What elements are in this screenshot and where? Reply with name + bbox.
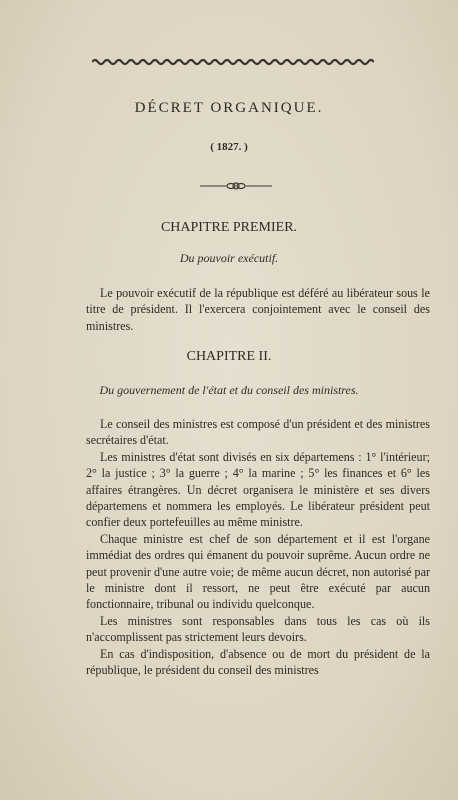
chapter-heading: CHAPITRE PREMIER. xyxy=(160,220,298,235)
paragraph: Le pouvoir exécutif de la république est déféré au libérateur sous le titre de président. Il l'exercera conjointement avec le conseil des ministres. xyxy=(86,286,430,333)
chapter-subtitle: Du gouvernement de l'état et du conseil des ministres. xyxy=(99,383,359,397)
chapter-heading: CHAPITRE II. xyxy=(186,349,272,364)
paragraph: Les ministres d'état sont divisés en six départemens : 1° l'intérieur; 2° la justice ; 3° la guerre ; 4° la marine ; 5° les finances et 6° les affaires étrangères. Un décret organisera le ministère et ses divers départemens et nommera les employés. Le libérateur président peut confier deux portefeuilles au même ministre. xyxy=(86,449,430,530)
paragraph: En cas d'indisposition, d'absence ou de mort du président de la république, le président du conseil des ministres xyxy=(86,646,430,678)
chapter-subtitle: Du pouvoir exécutif. xyxy=(179,251,279,265)
page-title: DÉCRET ORGANIQUE. xyxy=(134,100,324,116)
paragraph: Chaque ministre est chef de son département et il est l'organe immédiat des ordres qui émanent du pouvoir suprême. Aucun ordre ne peut provenir d'une autre voie; de même aucun décret, non autorisé par le ministre dont il ressort, ne peut être exécuté par aucun fonctionnaire, tribunal ou individu quelconque. xyxy=(86,531,430,612)
paragraph: Le conseil des ministres est composé d'un président et des ministres secrétaires d'état. xyxy=(86,417,430,448)
decorative-flourish xyxy=(200,181,272,191)
body-text xyxy=(86,416,430,679)
year: ( 1827. ) xyxy=(210,141,248,153)
paragraph: Les ministres sont responsables dans tous les cas où ils n'accomplissent pas strictement leurs devoirs. xyxy=(86,613,430,645)
decorative-border xyxy=(92,58,374,66)
body-text xyxy=(86,285,430,334)
